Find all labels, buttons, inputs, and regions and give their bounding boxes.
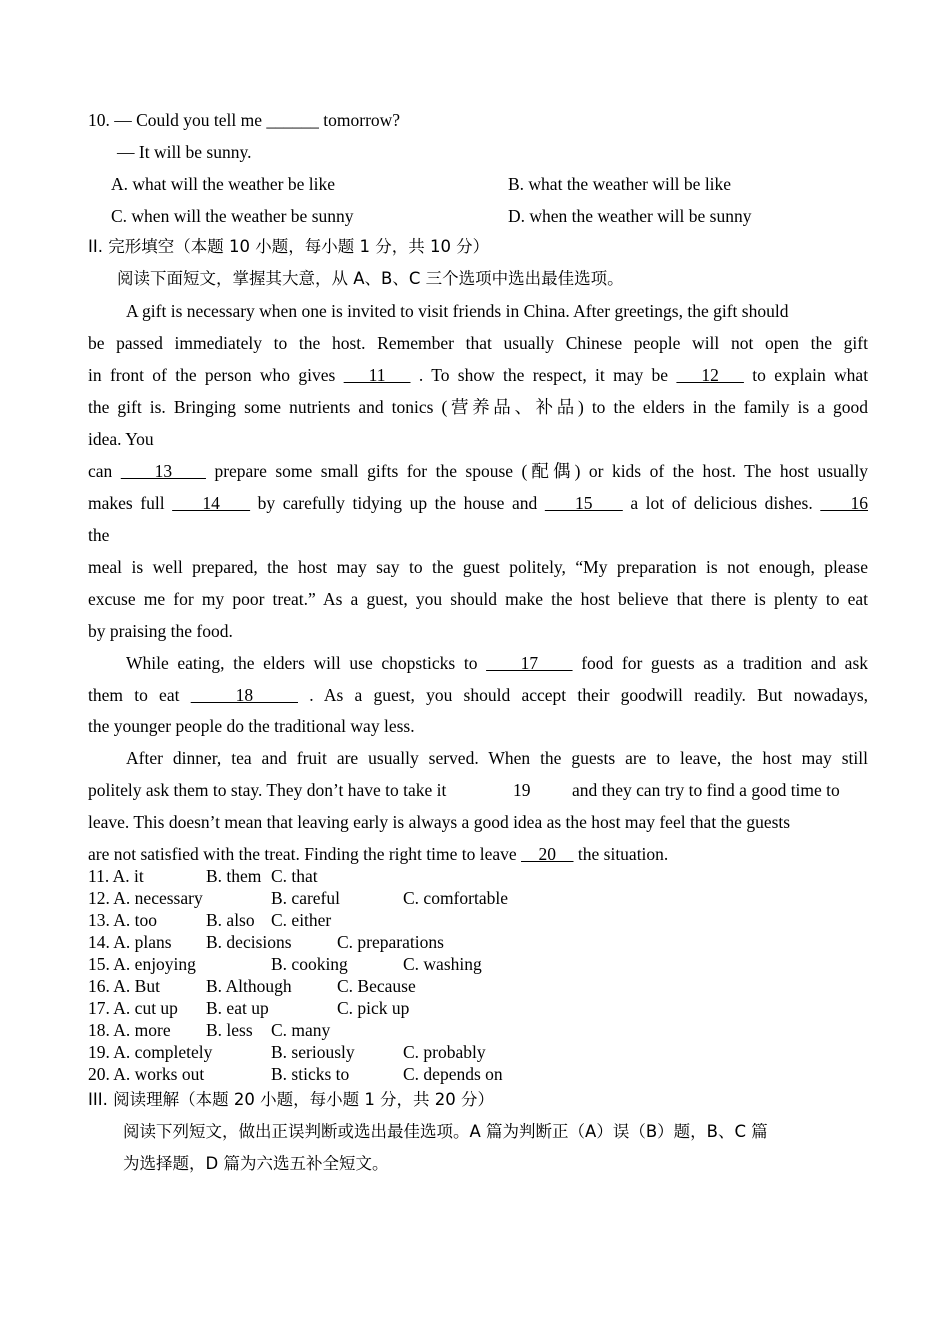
passage-text: a lot of delicious dishes. (630, 493, 813, 513)
option-b: B. decisions (206, 932, 292, 952)
passage-line (88, 843, 668, 865)
option-a: 12. A. necessary (88, 888, 203, 908)
option-a: 18. A. more (88, 1020, 171, 1040)
option-c: C. probably (403, 1042, 486, 1062)
option-b: B. eat up (206, 998, 269, 1018)
section2-instruction: 阅读下面短文，掌握其大意，从 A、B、C 三个选项中选出最佳选项。 (117, 269, 624, 288)
passage-text: are not satisfied with the treat. Finding the right time to leave (88, 844, 517, 864)
blank-18: 18 (190, 685, 298, 705)
option-b: B. Although (206, 976, 292, 996)
option-a: 19. A. completely (88, 1042, 213, 1062)
passage-line: idea. You (88, 429, 154, 449)
option-c: C. washing (403, 954, 482, 974)
passage-text: makes full (88, 493, 165, 513)
option-a: 17. A. cut up (88, 998, 178, 1018)
passage-line: the younger people do the traditional way less. (88, 716, 415, 736)
option-b: B. seriously (271, 1042, 355, 1062)
option-a: 20. A. works out (88, 1064, 205, 1084)
passage-text: them to eat (88, 685, 180, 705)
option-a: 14. A. plans (88, 932, 172, 952)
option-c: C. either (271, 910, 332, 930)
passage-line (88, 684, 868, 706)
option-b: B. cooking (271, 954, 348, 974)
option-c: C. many (271, 1020, 331, 1040)
passage-line: leave. This doesn’t mean that leaving early is always a good idea as the host may feel that the guests (88, 812, 791, 832)
passage-line: be passed immediately to the host. Remember that usually Chinese people will not open the gift (88, 333, 868, 353)
passage-text: and they can try to find a good time to (572, 780, 840, 800)
option-c: C. comfortable (403, 888, 508, 908)
blank-15: 15 (544, 493, 623, 513)
option-c: C. preparations (337, 932, 444, 952)
section3-instruction: 为选择题，D 篇为六选五补全短文。 (123, 1154, 389, 1173)
passage-text: prepare some small gifts for the spouse (配偶) or kids of the host. The host usually (214, 461, 869, 481)
passage-line: A gift is necessary when one is invited to visit friends in China. After greetings, the gift should (126, 301, 789, 321)
blank-11: 11 (343, 365, 411, 385)
passage-text: in front of the person who gives (88, 365, 336, 385)
passage-line (88, 460, 868, 482)
passage-line: by praising the food. (88, 621, 233, 641)
option-b: B. careful (271, 888, 340, 908)
passage-line: meal is well prepared, the host may say to the guest politely, “My preparation is not enough, please (88, 557, 868, 577)
passage-text: the situation. (577, 844, 669, 864)
option-c: C. that (271, 866, 318, 886)
blank-20: 20 (521, 844, 574, 864)
section2-heading: II. 完形填空（本题 10 小题，每小题 1 分，共 10 分） (88, 237, 490, 256)
passage-text: food for guests as a tradition and ask (581, 653, 869, 673)
blank-14: 14 (172, 493, 251, 513)
blank-19: 19 (513, 780, 531, 800)
passage-line (88, 779, 446, 801)
passage-text: . As a guest, you should accept their goodwill readily. But nowadays, (309, 685, 869, 705)
blank-16: 16 (820, 493, 869, 513)
option-b: B. also (206, 910, 255, 930)
q10-option-b: B. what the weather will be like (508, 174, 732, 194)
passage-text: While eating, the elders will use chopsticks to (126, 653, 478, 673)
passage-line: the gift is. Bringing some nutrients and tonics (营养品、补品) to the elders in the family is a good (88, 397, 868, 417)
option-b: B. them (206, 866, 262, 886)
option-a: 16. A. But (88, 976, 160, 996)
blank-17: 17 (486, 653, 573, 673)
q10-option-c: C. when will the weather be sunny (111, 206, 354, 226)
blank-12: 12 (676, 365, 744, 385)
passage-text: can (88, 461, 113, 481)
passage-text: to explain what (752, 365, 869, 385)
q10-option-d: D. when the weather will be sunny (508, 206, 752, 226)
passage-line (88, 364, 868, 386)
q10-option-a: A. what will the weather be like (111, 174, 336, 194)
passage-text: by carefully tidying up the house and (257, 493, 538, 513)
passage-line (126, 652, 868, 674)
option-b: B. less (206, 1020, 253, 1040)
section3-instruction: 阅读下列短文，做出正误判断或选出最佳选项。A 篇为判断正（A）误（B）题，B、C 篇 (123, 1122, 768, 1141)
option-a: 11. A. it (88, 866, 144, 886)
section3-heading: III. 阅读理解（本题 20 小题，每小题 1 分，共 20 分） (88, 1090, 495, 1109)
option-c: C. pick up (337, 998, 410, 1018)
option-a: 13. A. too (88, 910, 158, 930)
option-c: C. depends on (403, 1064, 503, 1084)
passage-line: excuse me for my poor treat.” As a guest, you should make the host believe that there is plenty to eat (88, 589, 868, 609)
passage-line: After dinner, tea and fruit are usually served. When the guests are to leave, the host may still (126, 748, 868, 768)
option-b: B. sticks to (271, 1064, 350, 1084)
q10-reply: — It will be sunny. (117, 142, 252, 162)
passage-line (88, 492, 868, 514)
option-c: C. Because (337, 976, 416, 996)
passage-text: . To show the respect, it may be (418, 365, 669, 385)
passage-line: the (88, 525, 110, 545)
q10-stem: 10. — Could you tell me ______ tomorrow? (88, 110, 401, 130)
passage-text: politely ask them to stay. They don’t have to take it (88, 780, 447, 800)
blank-13: 13 (120, 461, 206, 481)
option-a: 15. A. enjoying (88, 954, 196, 974)
